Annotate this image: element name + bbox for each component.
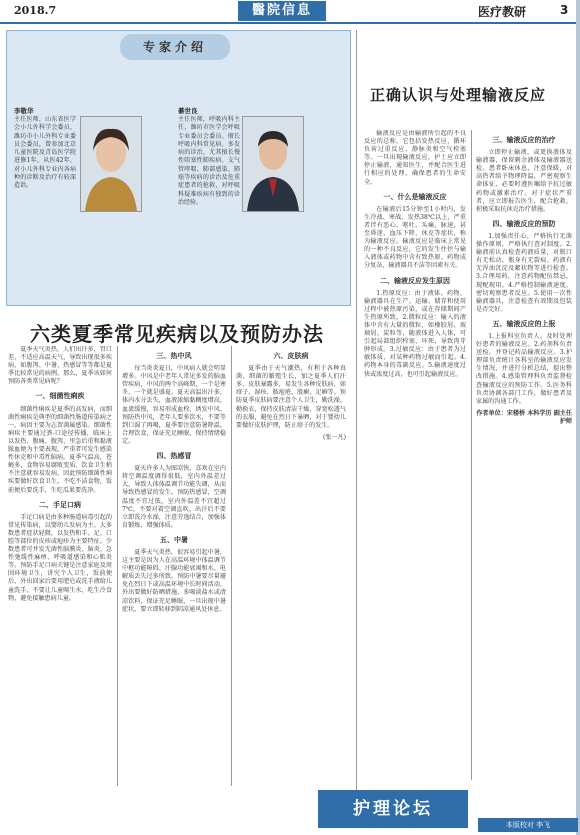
column-divider (117, 346, 118, 786)
expert-photo-right (242, 116, 304, 212)
column-divider (231, 346, 232, 786)
section-text: 立即停止输液，或更换液体及输液器，保留剩余液体及输液器送检。患者卧床休息，注意保暖，对高热者给予物理降温，严密观察生命体征，必要时遵医嘱给予抗过敏药物或激素治疗。对于症状严重者，应立即报告医生，配合抢救，积极采取抗休克治疗措施。 (476, 149, 572, 213)
section-text: 手足口病是由多种肠道病毒引起的常见传染病，以婴幼儿发病为主。大多数患者症状轻微，以发热和手、足、口腔等部位的皮疹或疱疹为主要特征。少数患者可并发无菌性脑膜炎、脑炎、急性弛缓性麻痹、呼吸道感染和心肌炎等。预防手足口病关键是注意家庭及周围环境卫生，讲究个人卫生，饭前便后、外出回家后要用肥皂或洗手液给儿童洗手，不要让儿童喝生水、吃生冷食物，避免接触患病儿童。 (8, 513, 112, 602)
expert-photo-left (80, 116, 142, 212)
section-text: 夏天许多人为图凉快，喜欢在室内将空调温度调得很低，室内外温差过大，导致人体体温调节功能失调，从而导致热感冒的发生。预防热感冒，空调温度不宜过低，室内外温差不宜超过7℃，不要对着空调直吹，出汗后不要立即洗冷水澡，注意劳逸结合，加强体育锻炼，增强体质。 (122, 465, 226, 529)
expert-bio-right: 主任医师，呼吸内科主任，潍坊市医学会呼吸专业委员会委员。擅长呼吸内科常见病、多发病的诊治，尤其擅长慢性阻塞性肺疾病、支气管哮喘、肺部感染、肺癌等疾病的诊治及危重症患者的抢救，对呼吸科疑难疾病有独到的诊治经验。 (178, 116, 240, 206)
infusion-intro: 输液反应是由输液所引起的不良反应的总称，它包括发热反应、循环负荷过重反应、静脉炎和空气栓塞等。一旦出现输液反应，护士应立即停止输液，通知医生，并配合医生进行相应的处理，确保患者的生命安全。 (364, 130, 466, 186)
article-column-1 (8, 346, 112, 786)
section-text: 细菌性痢疾是夏季的高发病，而细菌性痢疾是典型的细菌性肠道传染病之一，病因主要为志贺菌属感染。细菌性痢疾主要通过粪-口途径传播，临床上以发热、腹痛、腹泻、里急后重和黏液脓血便为主要表现，严重者可发生感染性休克和中毒性脑病。夏季气温高，苍蝇多，食物容易腐败变质，饮食卫生稍不注意就容易发病，因此预防细菌性痢疾要做好饮食卫生，不吃不洁食物，饭前便后要洗手，生吃瓜果要洗净。 (8, 405, 112, 494)
page-number: 3 (560, 3, 569, 17)
expert-name-left: 李敬华 (14, 107, 34, 115)
section-text: 1.热原反应：由于液体、药物、输液器具在生产、运输、储存和使用过程中被热原污染，或在存储期间产生热原所致。2.微粒反应：输入的液体中含有大量的微粒，如橡胶屑、玻璃屑、炭粒等，随液体进入人体，可引起局部组织栓塞、坏死，导致肉芽肿形成。3.过敏反应：由于患者为过敏体质，对某种药物过敏而引起。4.药物本身的毒副反应。5.输液速度过快或浓度过高，也可引起输液反应。 (364, 289, 466, 378)
section-heading: 五、输液反应的上报 (492, 318, 556, 328)
expert-panel-title: 专家介绍 (120, 34, 230, 60)
section-text: 在输液后15分钟至1小时内，发生冷战、寒战、发热38℃以上，严重者伴有恶心、呕吐、头痛、脉速，甚至昏迷、血压下降、休克等症状，称为输液反应。输液反应是临床上常见的一种不良反应，它的发生往往与输入液体或药物中含有致热原、药物成分复杂、输液器具不洁等因素有关。 (364, 205, 466, 270)
infusion-article-title: 正确认识与处理输液反应 (370, 86, 547, 104)
section-text: 每当炎炎夏日，中风病人就会明显增多。中风是中老年人常见多发的脑血管疾病，中风的两个高峰期，一个是寒冬，一个就是盛夏。夏天高温出汗多，体内水分丢失，血液浓缩黏稠度增高，血流缓慢，容易形成血栓，诱发中风。预防热中风，老年人要多饮水，不要等到口渴了再喝，夏季要注意防暑降温，合理饮食，保证充足睡眠，保持情绪稳定。 (122, 365, 226, 445)
section-heading: 五、中暑 (160, 534, 188, 544)
section-heading: 四、输液反应的预防 (492, 218, 556, 228)
page-header (0, 0, 580, 22)
infusion-column-1 (364, 130, 466, 780)
section-name: 医疗教研 (478, 5, 527, 19)
page-divider (356, 30, 357, 820)
article-column-2 (122, 346, 226, 786)
header-rule (0, 22, 580, 24)
nursing-forum-banner: 护理论坛 (318, 790, 468, 828)
section-heading: 六、皮肤病 (273, 351, 309, 360)
article-author: (张一凡) (322, 433, 346, 441)
issue-date: 2018.7 (14, 4, 57, 17)
section-heading: 四、热感冒 (156, 451, 192, 461)
article-intro: 夏季天气炎热，人们出汗多，胃口差，不适应高温天气，导致出现很多疾病，如腹泻、中暑、热感冒等等都是夏季比较常见的病例，那么，夏季该如何预防各类常见病呢？ (8, 346, 112, 386)
column-divider (471, 130, 472, 780)
section-text: 1.加强责任心，严格执行无菌操作原则，严格执行查对制度。2.输液前认真检查药液质量，对瓶口有无松动、瓶身有无裂痕、药液有无浑浊沉淀及絮状物等进行检查。3.合理用药，注意药物配伍禁忌，现配现用。4.严格控制输液速度，密切观察患者反应。5.使用一次性输液器具，注意检查有效期及包装是否完好。 (476, 232, 572, 313)
section-heading: 二、输液反应发生原因 (380, 275, 450, 285)
section-heading: 三、输液反应的治疗 (492, 135, 556, 144)
infusion-author: 作者单位：宋楼桥 本科学历 副主任护师 (476, 409, 572, 425)
section-text: 1.上报科室负责人。及时处理好患者的输液反应。2.药剂科负责送检，并登记药品输液反应。3.护理部负责统计各科室的输液反应发生情况，并进行分析总结，提出整改措施。4.感染管理科负责监督检查输液反应的预防工作。5.医务科负责协调各部门工作，做好患者及家属的沟通工作。 (476, 332, 572, 405)
expert-bio-left: 主任医师，山东省医学会小儿外科学会委员，潍坊市小儿外科专业委员会委员，曾参加北京儿童医院及青岛医学院进修1年，从医42年，对小儿外科专业内各病种的诊断及治疗有较深造诣。 (14, 116, 76, 190)
newspaper-logo: 醫院信息 (238, 1, 326, 21)
article-column-3 (236, 346, 346, 786)
section-heading: 一、什么是输液反应 (383, 191, 447, 201)
section-text: 夏季天气炎热，很容易引起中暑，这主要是因为人在高温环境中体温调节中枢功能障碍、汗腺功能衰竭和水、电解质丢失过多所致。预防中暑要尽量避免在烈日下或高温环境中长时间活动，外出要做好防晒措施，多喝淡盐水或清凉饮料，保证充足睡眠，一旦出现中暑症状，要立即转移到阴凉通风处休息。 (122, 548, 226, 613)
section-text: 夏季由于天气潮热，有利于各种真菌、细菌的繁殖生长，加之夏季人们汗多、皮肤暴露多，易发生各种皮肤病，如痱子、湿疹、脓疱疮、股癣、足癣等。预防夏季皮肤病要注意个人卫生，勤洗澡、勤换衣，保持皮肤清洁干燥，穿宽松透气的衣服，避免在烈日下暴晒，对于婴幼儿要做好皮肤护理，防止痱子的发生。 (236, 365, 346, 429)
infusion-column-2 (476, 130, 572, 810)
proofreader-footer: 本版校对 李飞 (478, 818, 578, 832)
expert-name-right: 綦世良 (178, 107, 198, 115)
page-edge (576, 0, 580, 835)
section-heading: 二、手足口病 (39, 499, 81, 509)
article-title: 六类夏季常见疾病以及预防办法 (30, 322, 324, 346)
section-heading: 一、细菌性痢疾 (35, 391, 85, 401)
section-heading: 三、热中风 (156, 351, 192, 360)
